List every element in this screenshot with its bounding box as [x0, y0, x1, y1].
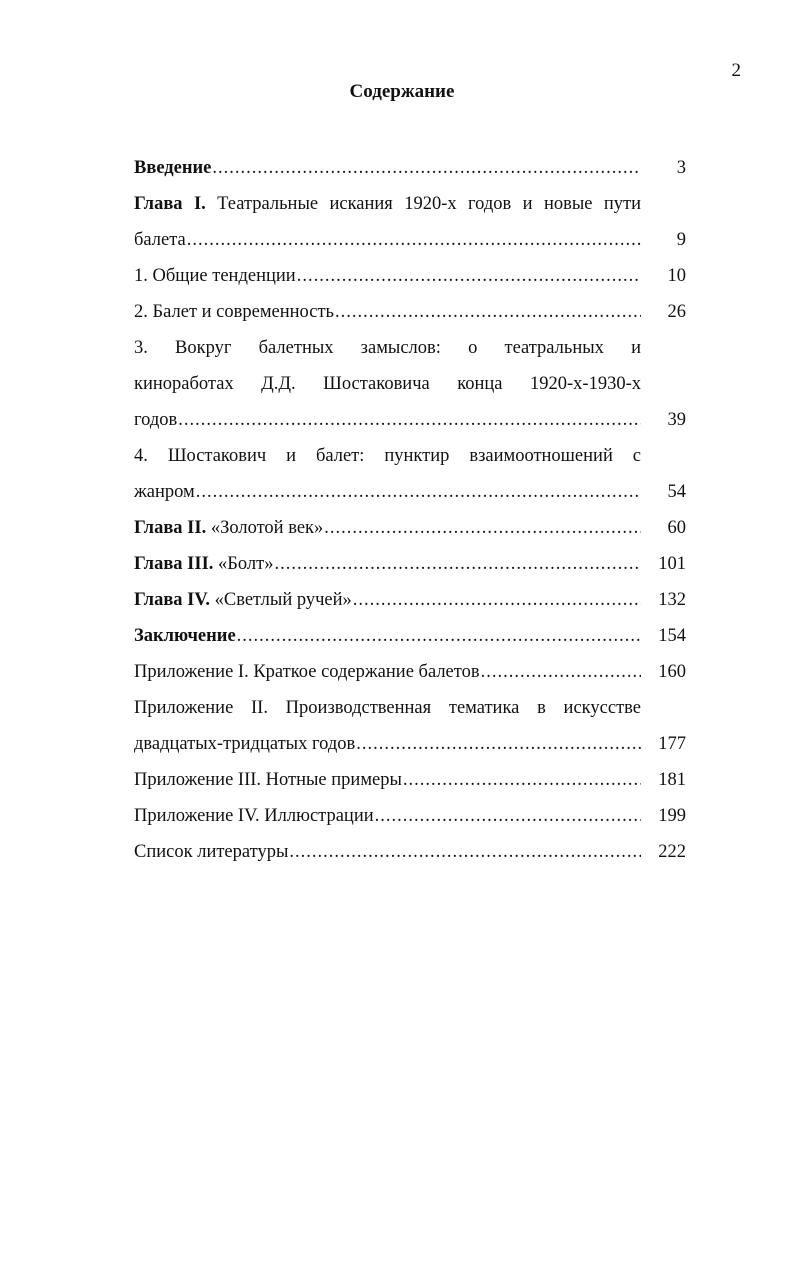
- toc-entry-section-2[interactable]: [134, 294, 686, 330]
- toc-entry-appendix-3[interactable]: [134, 762, 686, 798]
- leader-dots: [481, 654, 641, 690]
- toc-entry-label: 4. Шостакович и балет: пунктир взаимоотношений с: [134, 446, 641, 466]
- toc-entry-chapter-4[interactable]: [134, 582, 686, 618]
- toc-entry-label: балета: [134, 230, 186, 250]
- toc-entry-label: Список литературы: [134, 842, 289, 862]
- page-title: Содержание: [349, 81, 455, 102]
- toc-entry-appendix-2-cont[interactable]: [134, 726, 686, 762]
- toc-entry-page: 9: [676, 230, 686, 250]
- toc-entry-bold: Глава III.: [134, 554, 214, 574]
- leader-dots: [212, 150, 641, 186]
- toc-entry-page: 199: [658, 806, 686, 826]
- toc-entry-label: Театральные искания 1920-х годов и новые пути: [205, 194, 641, 214]
- toc-entry-page: 177: [658, 734, 686, 754]
- toc-entry-conclusion[interactable]: [134, 618, 686, 654]
- toc-entry-section-3-cont[interactable]: [134, 366, 686, 402]
- toc-entry-bold: Глава II.: [134, 518, 207, 538]
- leader-dots: [187, 222, 641, 258]
- toc-entry-chapter-3[interactable]: [134, 546, 686, 582]
- toc-entry-page: 3: [676, 158, 686, 178]
- leader-dots: [353, 582, 641, 618]
- leader-dots: [324, 510, 641, 546]
- toc-entry-label: 1. Общие тенденции: [134, 266, 296, 286]
- toc-entry-chapter-2[interactable]: [134, 510, 686, 546]
- toc-entry-page: 101: [658, 554, 686, 574]
- toc-entry-chapter-1-cont[interactable]: [134, 222, 686, 258]
- toc-entry-label: «Светлый ручей»: [209, 590, 352, 610]
- toc-entry-page: 160: [658, 662, 686, 682]
- toc-entry-label: двадцатых-тридцатых годов: [134, 734, 356, 754]
- toc-entry-section-3-end[interactable]: [134, 402, 686, 438]
- toc-entry-label: Приложение III. Нотные примеры: [134, 770, 402, 790]
- toc-entry-section-1[interactable]: [134, 258, 686, 294]
- toc-entry-label: Приложение I. Краткое содержание балетов: [134, 662, 480, 682]
- leader-dots: [403, 762, 641, 798]
- toc-entry-bold: Заключение: [134, 626, 236, 646]
- toc-entry-appendix-4[interactable]: [134, 798, 686, 834]
- leader-dots: [178, 402, 641, 438]
- toc-entry-page: 154: [658, 626, 686, 646]
- toc-entry-page: 132: [658, 590, 686, 610]
- toc-entry-bold: Глава IV.: [134, 590, 210, 610]
- toc-entry-label: Приложение IV. Иллюстрации: [134, 806, 374, 826]
- toc-entry-label: «Золотой век»: [206, 518, 324, 538]
- leader-dots: [196, 474, 641, 510]
- leader-dots: [289, 834, 641, 870]
- toc-entry-label: 2. Балет и современность: [134, 302, 334, 322]
- toc-entry-chapter-1[interactable]: [134, 186, 686, 222]
- leader-dots: [297, 258, 641, 294]
- toc-entry-bold: Введение: [134, 158, 212, 178]
- toc-entry-introduction[interactable]: [134, 150, 686, 186]
- leader-dots: [375, 798, 641, 834]
- toc-entry-section-4-cont[interactable]: [134, 474, 686, 510]
- toc-entry-appendix-1[interactable]: [134, 654, 686, 690]
- toc-entry-label: Приложение II. Производственная тематика в искусстве: [134, 698, 641, 718]
- toc-entry-label: 3. Вокруг балетных замыслов: о театральных и: [134, 338, 641, 358]
- toc-entry-page: 54: [667, 482, 686, 502]
- leader-dots: [356, 726, 641, 762]
- toc-entry-page: 26: [667, 302, 686, 322]
- toc-entry-appendix-2[interactable]: [134, 690, 686, 726]
- toc-entry-section-4[interactable]: [134, 438, 686, 474]
- toc-entry-label: «Болт»: [213, 554, 274, 574]
- toc-entry-page: 181: [658, 770, 686, 790]
- leader-dots: [335, 294, 641, 330]
- toc-entry-bold: Глава I.: [134, 194, 206, 214]
- page-number: 2: [731, 60, 741, 81]
- leader-dots: [274, 546, 641, 582]
- toc-entry-page: 39: [667, 410, 686, 430]
- leader-dots: [237, 618, 641, 654]
- toc-entry-section-3[interactable]: [134, 330, 686, 366]
- toc-entry-label: годов: [134, 410, 178, 430]
- toc-entry-page: 222: [658, 842, 686, 862]
- table-of-contents: [134, 150, 686, 870]
- toc-entry-page: 60: [667, 518, 686, 538]
- toc-entry-label: киноработах Д.Д. Шостаковича конца 1920-х-1930-х: [134, 374, 641, 394]
- toc-entry-label: жанром: [134, 482, 195, 502]
- toc-entry-page: 10: [667, 266, 686, 286]
- toc-entry-bibliography[interactable]: [134, 834, 686, 870]
